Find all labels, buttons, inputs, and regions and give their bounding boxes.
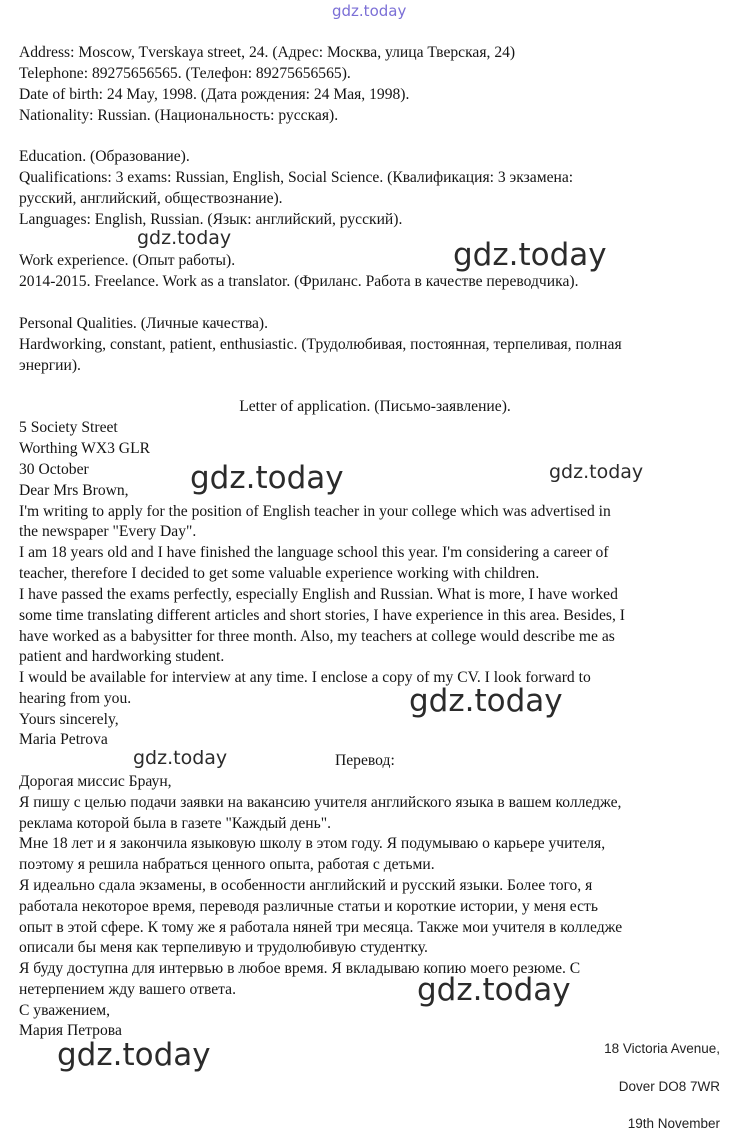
cv-qualifications: Qualifications: 3 exams: Russian, English, Social Science. (Квалификация: 3 экзамена: xyxy=(19,169,574,186)
cv-address: Address: Moscow, Tverskaya street, 24. (Адрес: Москва, улица Тверская, 24) xyxy=(19,44,516,61)
letter-line: 5 Society Street xyxy=(19,419,118,436)
cv-languages: Languages: English, Russian. (Язык: английский, русский). xyxy=(19,211,403,228)
letter-signature: Maria Petrova xyxy=(19,731,108,748)
translation-line: Дорогая миссис Браун, xyxy=(19,773,172,790)
watermark: gdz.today xyxy=(57,1037,211,1073)
address-street: 18 Victoria Avenue, xyxy=(604,1041,720,1056)
cv-telephone: Telephone: 89275656565. (Телефон: 89275656565). xyxy=(19,65,351,82)
letter-line: the newspaper "Every Day". xyxy=(19,523,197,540)
address-date: 19th November xyxy=(627,1116,720,1131)
address-city: Dover DO8 7WR xyxy=(618,1079,720,1094)
translation-line: реклама которой была в газете "Каждый день". xyxy=(19,815,331,832)
translation-line: Я пишу с целью подачи заявки на вакансию учителя английского языка в вашем колледже, xyxy=(19,794,622,811)
letter-line: I would be available for interview at any time. I enclose a copy of my CV. I look forward to xyxy=(19,669,591,686)
watermark: gdz.today xyxy=(409,683,563,719)
letter-line: I have passed the exams perfectly, especially English and Russian. What is more, I have worked xyxy=(19,586,618,603)
translation-heading: Перевод: xyxy=(335,752,395,769)
translation-line: описали бы меня как терпеливую и трудолюбивую студентку. xyxy=(19,939,428,956)
letter-line: I am 18 years old and I have finished the language school this year. I'm considering a career of xyxy=(19,544,609,561)
watermark-top: gdz.today xyxy=(332,2,407,20)
letter-line: Dear Mrs Brown, xyxy=(19,482,129,499)
translation-line: работала некоторое время, переводя различные статьи и короткие истории, у меня есть xyxy=(19,898,598,915)
cv-qualities-list-cont: энергии). xyxy=(19,357,81,374)
cv-date-of-birth: Date of birth: 24 May, 1998. (Дата рождения: 24 Мая, 1998). xyxy=(19,86,410,103)
letter-heading: Letter of application. (Письмо-заявление). xyxy=(239,398,511,415)
letter-line: some time translating different articles and short stories, I have experience in this area. Besides, I xyxy=(19,607,625,624)
translation-line: опыт в этой сфере. К тому же я работала няней три месяца. Также мои учителя в колледже xyxy=(19,919,623,936)
watermark: gdz.today xyxy=(137,227,232,249)
letter-line: hearing from you. xyxy=(19,690,132,707)
translation-line: С уважением, xyxy=(19,1002,111,1019)
watermark: gdz.today xyxy=(133,747,228,769)
letter-line: I'm writing to apply for the position of English teacher in your college which was advertised in xyxy=(19,503,611,520)
letter-line: patient and hardworking student. xyxy=(19,648,225,665)
cv-work-period: 2014-2015. Freelance. Work as a translator. (Фриланс. Работа в качестве переводчика). xyxy=(19,273,579,290)
cv-education: Education. (Образование). xyxy=(19,148,190,165)
translation-line: нетерпением жду вашего ответа. xyxy=(19,981,236,998)
translation-line: поэтому я решила набраться ценного опыта, работая с детьми. xyxy=(19,856,435,873)
letter-line: have worked as a babysitter for three month. Also, my teachers at college would describe me as xyxy=(19,628,615,645)
translation-line: Мне 18 лет и я закончила языковую школу в этом году. Я подумываю о карьере учителя, xyxy=(19,835,606,852)
watermark: gdz.today xyxy=(417,972,571,1008)
cv-nationality: Nationality: Russian. (Национальность: русская). xyxy=(19,107,339,124)
cv-qualities-list: Hardworking, constant, patient, enthusiastic. (Трудолюбивая, постоянная, терпеливая, полная xyxy=(19,336,622,353)
translation-line: Я идеально сдала экзамены, в особенности английский и русский языки. Более того, я xyxy=(19,877,593,894)
watermark: gdz.today xyxy=(453,237,607,273)
translation-line: Я буду доступна для интервью в любое время. Я вкладываю копию моего резюме. С xyxy=(19,960,581,977)
cv-qualifications-cont: русский, английский, обществознание). xyxy=(19,190,283,207)
letter-line: teacher, therefore I decided to get some valuable experience working with children. xyxy=(19,565,540,582)
letter-line: 30 October xyxy=(19,461,89,478)
cv-work-experience: Work experience. (Опыт работы). xyxy=(19,252,236,269)
cv-personal-qualities: Personal Qualities. (Личные качества). xyxy=(19,315,268,332)
letter-line: Yours sincerely, xyxy=(19,711,119,728)
translation-signature: Мария Петрова xyxy=(19,1022,122,1039)
letter-line: Worthing WX3 GLR xyxy=(19,440,150,457)
watermark: gdz.today xyxy=(549,461,644,483)
watermark: gdz.today xyxy=(190,460,344,496)
